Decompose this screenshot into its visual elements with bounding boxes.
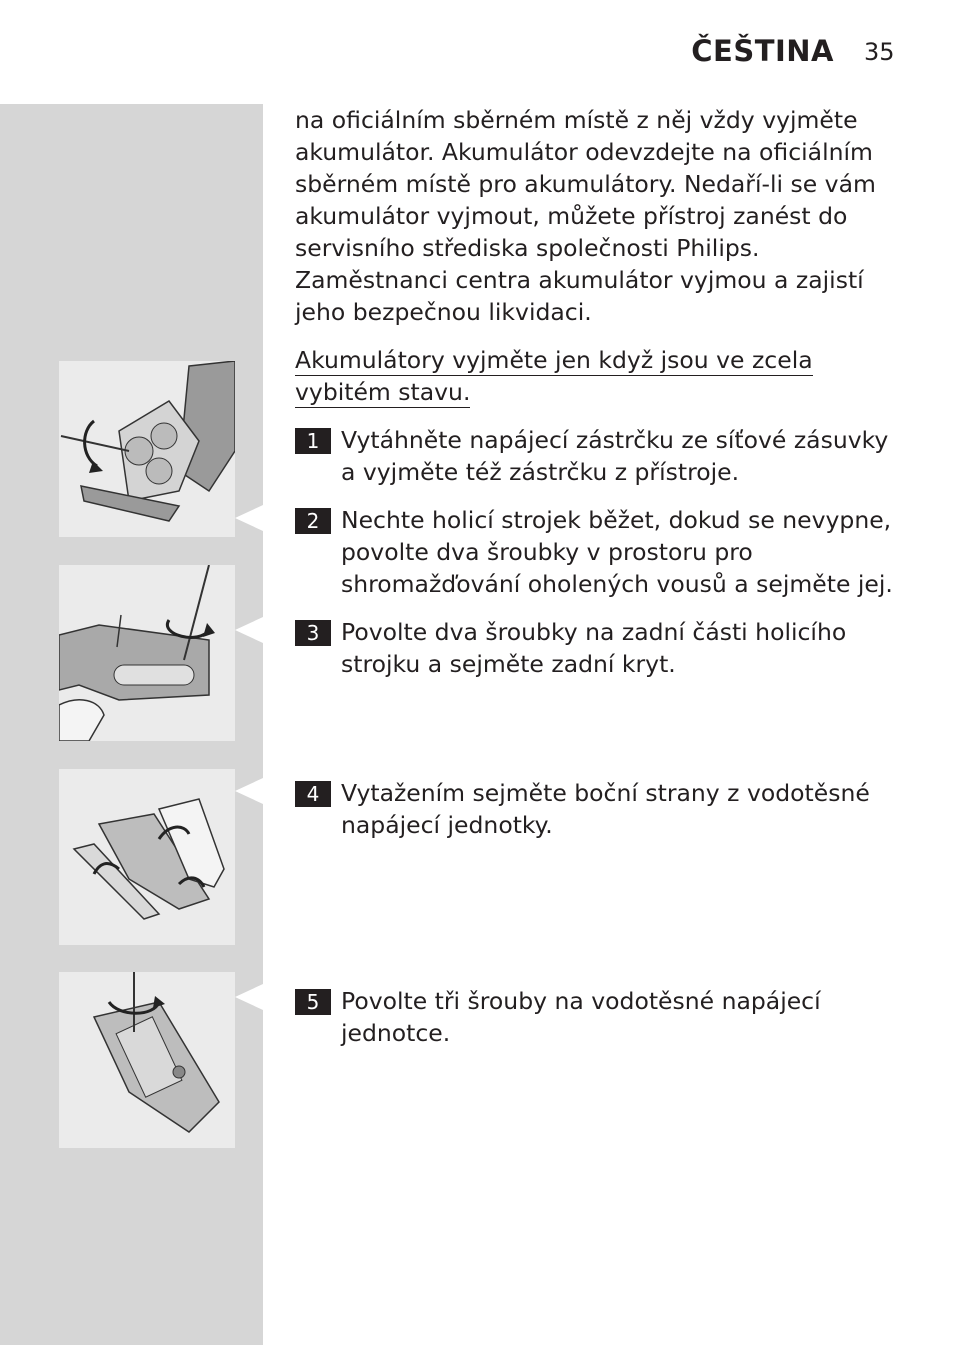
step-number: 5	[295, 989, 331, 1015]
step-text: Povolte tři šrouby na vodotěsné napájecí jednotce.	[341, 987, 821, 1047]
power-unit-screws-illustration	[59, 972, 235, 1148]
step-number: 4	[295, 781, 331, 807]
warning-line-1: Akumulátory vyjměte jen když jsou ve zcela	[295, 346, 813, 374]
step-number: 1	[295, 428, 331, 454]
header-language: ČEŠTINA	[691, 34, 834, 68]
figure-3	[59, 769, 235, 945]
shaver-back-screw-illustration	[59, 565, 235, 741]
shaver-head-screwdriver-illustration	[59, 361, 235, 537]
step-text: Nechte holicí strojek běžet, dokud se nevypne, povolte dva šroubky v prostoru pro shromažďování oholených vousů a sejměte jej.	[341, 506, 893, 598]
figure-4	[59, 972, 235, 1148]
figure-3-pointer	[235, 778, 263, 804]
figure-4-pointer	[235, 984, 263, 1010]
side-panels-removal-illustration	[59, 769, 235, 945]
step-text: Povolte dva šroubky na zadní části holicího strojku a sejměte zadní kryt.	[341, 618, 847, 678]
intro-paragraph: na oficiálním sběrném místě z něj vždy vyjměte akumulátor. Akumulátor odevzdejte na oficiálním sběrném místě pro akumulátory. Nedaří-li se vám akumulátor vyjmout, můžete přístroj zanést do servisního střediska společnosti Philips. Zaměstnanci centra akumulátor vyjmou a zajistí jeho bezpečnou likvidaci.	[295, 106, 876, 326]
page-number: 35	[864, 38, 895, 66]
step-text: Vytáhněte napájecí zástrčku ze síťové zásuvky a vyjměte též zástrčku z přístroje.	[341, 426, 889, 486]
figure-1	[59, 361, 235, 537]
figure-2-pointer	[235, 617, 263, 643]
figure-2	[59, 565, 235, 741]
warning-line-2: vybitém stavu.	[295, 378, 471, 406]
figure-1-pointer	[235, 505, 263, 531]
step-number: 2	[295, 508, 331, 534]
step-number: 3	[295, 620, 331, 646]
step-text: Vytažením sejměte boční strany z vodotěsné napájecí jednotky.	[341, 779, 870, 839]
warning-text	[295, 344, 895, 408]
